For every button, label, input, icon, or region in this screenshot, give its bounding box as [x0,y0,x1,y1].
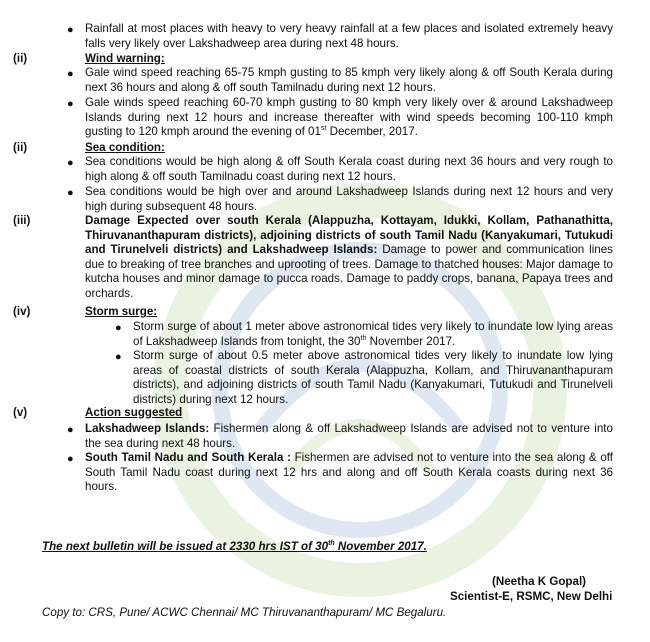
action-bullet-lakshadweep: Lakshadweep Islands: Fishermen along & off Lakshadweep Islands are advised not to venture into the sea during next 48 hours. [85,422,613,450]
wind-bullet-1: Gale wind speed reaching 65-75 kmph gusting to 85 kmph very likely along & off South Kerala during next 36 hours and along & off south Tamilnadu during next 12 hours. [85,66,613,94]
wind-bullet-2: Gale winds speed reaching 60-70 kmph gusting to 80 kmph very likely over & around Lakshadweep Islands during next 12 hours and increase thereafter with wind speeds becoming 100-110 kmph gusting to 120 kmph around the evening of 01st December, 2017. [85,96,613,139]
damage-paragraph: Damage Expected over south Kerala (Alappuzha, Kottayam, Idukki, Kollam, Pathanathitta, Thiruvananthapuram districts), adjoining districts of south Tamil Nadu (Kanyakumari, Tutukudi and Tirunelveli districts) and Lakshadweep Islands: Damage to power and communication lines due to breaking of tree branches and uprooting of trees. Damage to thatched houses: Major damage to kutcha houses and minor damage to pucca roads. Damage to paddy crops, banana, Papaya trees and orchards. [85,214,613,300]
next-bulletin-notice: The next bulletin will be issued at 2330 hrs IST of 30th November 2017. [42,540,427,553]
bullet-icon: ● [115,351,122,363]
section-number-surge: (iv) [13,305,31,318]
storm-surge-heading: Storm surge: [85,305,158,318]
surge-bullet-2: Storm surge of about 0.5 meter above astronomical tides very likely to inundate low lying areas of coastal districts of south Kerala (Alappuzha, Kollam, and Thiruvananthapuram districts), and adjoining districts of south Tamil Nadu (Kanyakumari, Tutukudi and Tirunelveli districts) during next 12 hours. [133,349,613,406]
sea-condition-heading: Sea condition: [85,141,165,154]
bullet-icon: ● [67,453,74,465]
copy-to-line: Copy to: CRS, Pune/ ACWC Chennai/ MC Thiruvananthapuram/ MC Begaluru. [42,606,447,619]
section-number-sea: (ii) [13,141,28,154]
section-number-damage: (iii) [13,214,31,227]
section-number-wind: (ii) [13,52,28,65]
signatory-name: (Neetha K Gopal) [492,575,587,588]
action-bullet-tamilnadu-kerala: South Tamil Nadu and South Kerala : Fishermen are advised not to venture into the sea along & off South Tamil Nadu coast during next 12 hrs and along and off South Kerala coasts during next 36 hours. [85,451,614,494]
bullet-icon: ● [67,24,74,36]
section-number-action: (v) [13,406,28,419]
bullet-icon: ● [115,322,122,334]
action-suggested-heading: Action suggested [85,406,183,419]
rainfall-bullet: Rainfall at most places with heavy to very heavy rainfall at a few places and isolated extremely heavy falls very likely over Lakshadweep area during next 48 hours. [85,22,613,50]
bullet-icon: ● [67,68,74,80]
bullet-icon: ● [67,98,74,110]
surge-bullet-1: Storm surge of about 1 meter above astronomical tides very likely to inundate low lying areas of Lakshadweep Islands from tonight, the 30th November 2017. [133,320,613,348]
sea-bullet-1: Sea conditions would be high along & off South Kerala coast during next 36 hours and very rough to high along & off south Tamilnadu coast during next 12 hours. [85,155,613,183]
signatory-title: Scientist-E, RSMC, New Delhi [450,590,613,603]
bullet-icon: ● [67,187,74,199]
bullet-icon: ● [67,157,74,169]
bullet-icon: ● [67,424,74,436]
sea-bullet-2: Sea conditions would be high over and around Lakshadweep Islands during next 12 hours and very high during subsequent 48 hours. [85,185,613,213]
wind-warning-heading: Wind warning: [85,52,165,65]
